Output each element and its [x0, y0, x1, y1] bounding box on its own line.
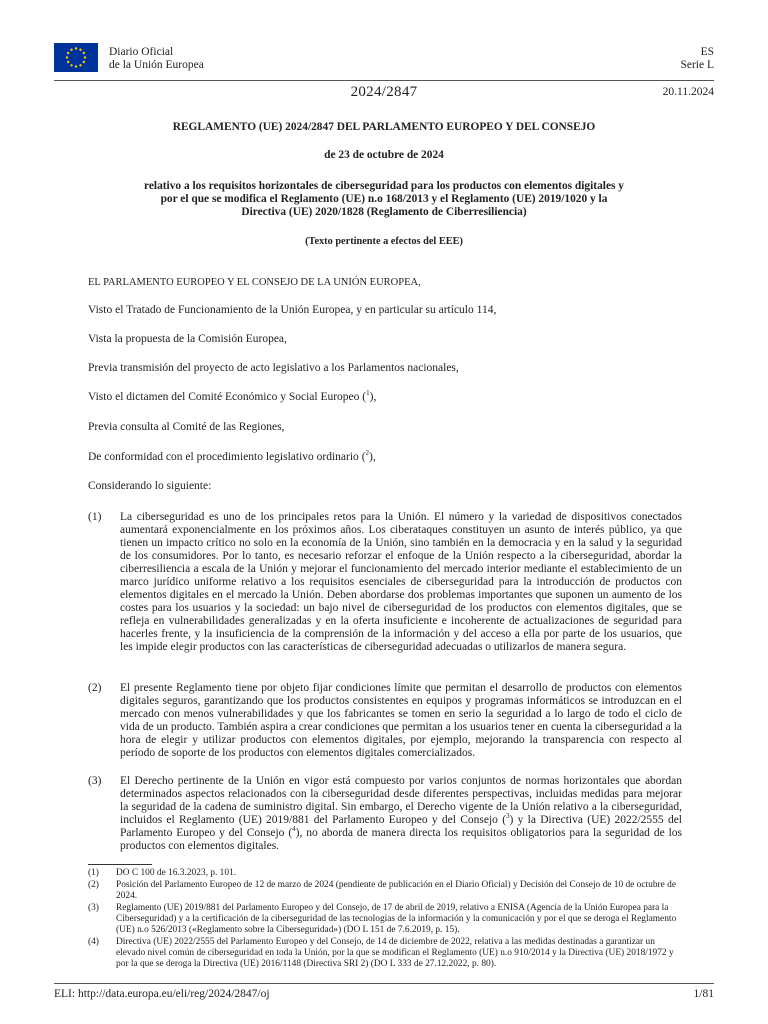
footnote-ref[interactable]: 2 — [365, 449, 370, 458]
footnote-text: DO C 100 de 16.3.2023, p. 101. — [116, 868, 237, 878]
preamble-previa-consulta: Previa consulta al Comité de las Regiones, — [88, 421, 285, 433]
regulation-subject-line2: por el que se modifica el Reglamento (UE) n.o 168/2013 y el Reglamento (UE) 2019/1020 y la — [160, 193, 608, 205]
series-label: Serie L — [680, 59, 714, 71]
recital-number: (3) — [88, 775, 102, 787]
footer-rule — [54, 983, 714, 984]
regulation-subject — [110, 180, 658, 219]
eu-flag-icon — [54, 43, 98, 72]
publication-date: 20.11.2024 — [662, 86, 714, 98]
recital-text: El Derecho pertinente de la Unión en vigor está compuesto por varios conjuntos de normas horizontales que abordan determinados aspectos relacionados con la ciberseguridad desde diferentes perspectivas, incluidas medidas para mejorar la seguridad de la cadena de suministro digital. Sin embargo, el Derecho vigente de la Unión relativo a la ciberseguridad, incluidos el Reglamento (UE) 2019/881 del Parlamento Europeo y del Consejo ($^3$) y la Directiva (UE) 2022/2555 del Parlamento Europeo y del Consejo ($^4$), no aborda de manera directa los requisitos obligatorios para la seguridad de los productos con elementos digitales. — [120, 775, 682, 852]
recital-number: (2) — [88, 682, 102, 694]
footnote-ref[interactable]: 4 — [292, 825, 296, 834]
preamble-vista-propuesta: Vista la propuesta de la Comisión Europea, — [88, 333, 287, 345]
recital-text-part: y la Directiva (UE) 2022/2555 del Parlamento Europeo y del Consejo — [120, 814, 682, 839]
recital-text: La ciberseguridad es uno de los principales retos para la Unión. El número y la variedad de dispositivos conectados aumentará exponencialmente en los próximos años. Los ciberataques constituyen un asunto de interés público, ya que tienen un impacto crítico no solo en la economía de la Unión, sino también en la democracia y en la salud y la seguridad de los consumidores. Por lo tanto, es necesario reforzar el enfoque de la Unión respecto a la ciberseguridad, abordar la ciberresiliencia a escala de la Unión y mejorar el funcionamiento del mercado interior mediante el establecimiento de un marco jurídico uniforme relativo a los requisitos esenciales de ciberseguridad para la introducción de productos con elementos digitales en el mercado la Unión. Deben abordarse dos problemas importantes que suponen un aumento de los costes para los usuarios y la sociedad: un bajo nivel de ciberseguridad de los productos con elementos digitales, que se refleja en vulnerabilidades generalizadas y en la oferta insuficiente e incoherente de actualizaciones de seguridad para hacerles frente, y la insuficiencia de la comprensión de la información y del acceso a ella por parte de los usuarios, que les impide elegir productos con las características de ciberseguridad adecuadas o utilizarlos de manera segura. — [120, 511, 682, 653]
regulation-subject-line1: relativo a los requisitos horizontales de ciberseguridad para los productos con elementos digitales y — [144, 180, 624, 192]
language-code: ES — [700, 46, 714, 58]
footnote-text: Reglamento (UE) 2019/881 del Parlamento Europeo y del Consejo, de 17 de abril de 2019, relativo a ENISA (Agencia de la Unión Europea para la Ciberseguridad) y a la certificación de la ciberseguridad de las tecnologías de la información y la comunicación y por el que se deroga el Reglamento (UE) n.o 526/2013 («Reglamento sobre la Ciberseguridad») (DO L 151 de 7.6.2019, p. 15). — [116, 903, 677, 935]
footnote-ref[interactable]: 1 — [366, 389, 370, 398]
footnote-number: (3) — [88, 903, 99, 913]
eea-relevance: (Texto pertinente a efectos del EEE) — [305, 236, 463, 247]
footnote-number: (1) — [88, 868, 99, 878]
preamble-conformidad-text: De conformidad con el procedimiento legislativo ordinario — [88, 451, 359, 463]
recital-text: El presente Reglamento tiene por objeto fijar condiciones límite que permitan el desarrollo de productos con elementos digitales seguros, garantizando que los productos consistentes en equipos y programas informáticos se introduzcan en el mercado con menos vulnerabilidades y que los fabricantes se tomen en serio la seguridad a lo largo de todo el ciclo de vida de un producto. También aspira a crear condiciones que permitan a los usuarios tener en cuenta la ciberseguridad a la hora de elegir y utilizar productos con elementos digitales, por ejemplo, mejorando la transparencia con respecto al período de soporte de los productos con elementos digitales comercializados. — [120, 682, 682, 759]
recital-number: (1) — [88, 511, 102, 523]
page-number: 1/81 — [693, 988, 714, 1000]
footnote-rule — [88, 864, 152, 865]
preamble-visto-dictamen: Visto el dictamen del Comité Económico y Social Europeo ($^1$), — [88, 389, 377, 403]
footnote-text: Posición del Parlamento Europeo de 12 de marzo de 2024 (pendiente de publicación en el Diario Oficial) y Decisión del Consejo de 10 de octubre de 2024. — [116, 880, 676, 901]
recital-text-part: , no aborda de manera directa los requisitos obligatorios para la seguridad de los productos con elementos digitales. — [120, 827, 682, 852]
preamble-visto-tratado: Visto el Tratado de Funcionamiento de la Unión Europea, y en particular su artículo 114, — [88, 304, 497, 316]
journal-name-line2: de la Unión Europea — [109, 59, 204, 71]
journal-name-line1: Diario Oficial — [109, 46, 174, 58]
regulation-date: de 23 de octubre de 2024 — [324, 149, 444, 161]
document-number: 2024/2847 — [350, 84, 418, 100]
footnote-ref[interactable]: 3 — [506, 812, 510, 821]
preamble-visto-dictamen-text: Visto el dictamen del Comité Económico y Social Europeo — [88, 391, 360, 403]
journal-name — [109, 46, 204, 72]
footnote-number: (4) — [88, 937, 99, 947]
preamble-institutions: EL PARLAMENTO EUROPEO Y EL CONSEJO DE LA UNIÓN EUROPEA, — [88, 277, 421, 288]
regulation-subject-line3: Directiva (UE) 2020/1828 (Reglamento de Ciberresiliencia) — [241, 206, 527, 218]
preamble-considerando: Considerando lo siguiente: — [88, 480, 212, 492]
preamble-previa-transmision: Previa transmisión del proyecto de acto legislativo a los Parlamentos nacionales, — [88, 362, 459, 374]
language-series — [680, 46, 714, 72]
footnote-number: (2) — [88, 880, 99, 890]
header-rule — [54, 80, 714, 81]
preamble-conformidad: De conformidad con el procedimiento legislativo ordinario ($^2$), — [88, 449, 376, 463]
recital-text-part: El Derecho pertinente de la Unión en vigor está compuesto por varios conjuntos de normas horizontales que abordan determinados aspectos relacionados con la ciberseguridad desde diferentes perspectivas, incluidas medidas para mejorar la seguridad de la cadena de suministro digital. Sin embargo, el Derecho vigente de la Unión relativo a la ciberseguridad, incluidos el Reglamento (UE) 2019/881 del Parlamento Europeo y del Consejo — [120, 775, 682, 826]
eli-link[interactable]: ELI: http://data.europa.eu/eli/reg/2024/2847/oj — [54, 988, 270, 1000]
footnote-text: Directiva (UE) 2022/2555 del Parlamento Europeo y del Consejo, de 14 de diciembre de 2022, relativa a las medidas destinadas a garantizar un elevado nivel común de ciberseguridad en toda la Unión, por la que se modifican el Reglamento (UE) n.o 910/2014 y la Directiva (UE) 2018/1972 y por la que se deroga la Directiva (UE) 2016/1148 (Directiva SRI 2) (DO L 333 de 27.12.2022, p. 80). — [116, 937, 674, 969]
regulation-title: REGLAMENTO (UE) 2024/2847 DEL PARLAMENTO EUROPEO Y DEL CONSEJO — [172, 121, 596, 133]
